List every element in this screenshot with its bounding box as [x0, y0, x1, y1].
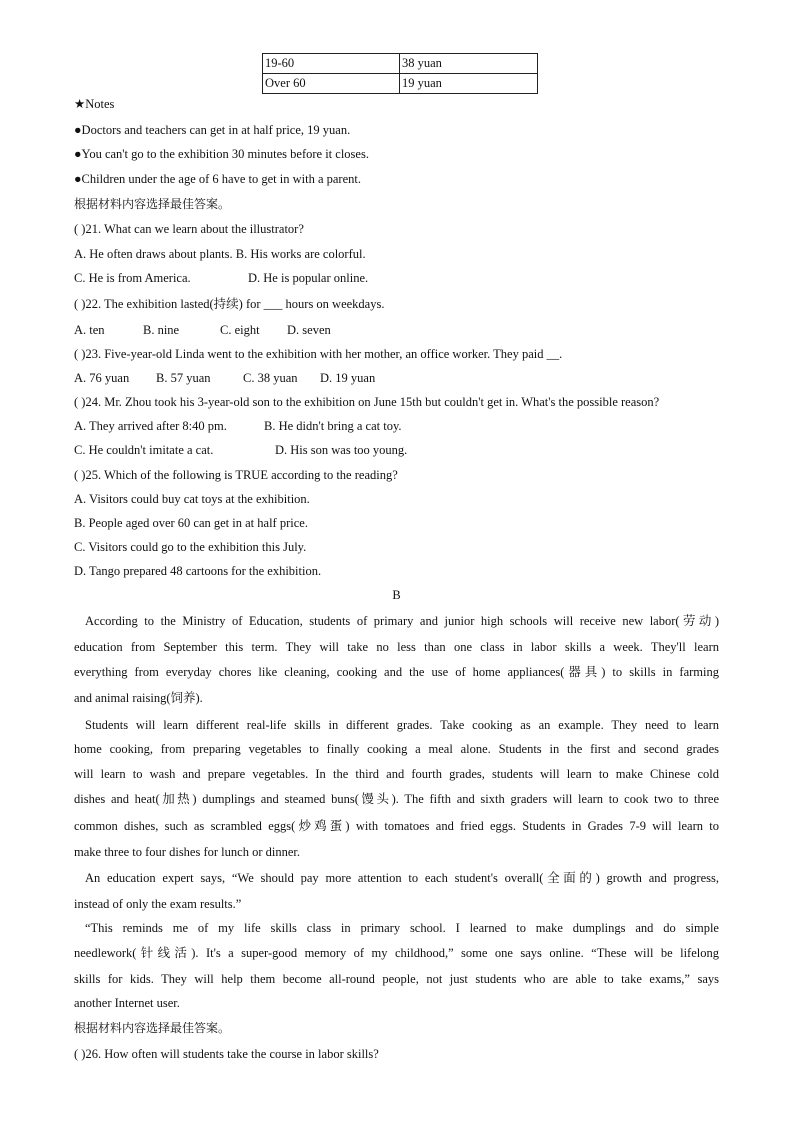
passage-line: needlework(针线活). It's a super-good memory of my childhood,” some one says online. “These will be lifelong — [74, 946, 719, 960]
passage-line: An education expert says, “We should pay more attention to each student's overall(全面的) growth and progress, — [85, 871, 719, 885]
note-item: ●You can't go to the exhibition 30 minutes before it closes. — [74, 147, 369, 161]
table-cell-age: 19-60 — [263, 54, 400, 74]
passage-line: home cooking, from preparing vegetables to finally cooking a meal alone. Students in the first and second grades — [74, 742, 719, 756]
option-c: C. Visitors could go to the exhibition this July. — [74, 540, 307, 554]
table-row — [263, 54, 538, 74]
question-24-options-cd — [74, 442, 407, 458]
question-26: ( )26. How often will students take the course in labor skills? — [74, 1047, 379, 1061]
passage-line: will learn to wash and prepare vegetables. In the third and fourth grades, students will learn to make Chinese cold — [74, 767, 719, 781]
option-d: D. His son was too young. — [275, 443, 408, 457]
passage-line: make three to four dishes for lunch or dinner. — [74, 845, 300, 859]
table-cell-price: 38 yuan — [400, 54, 538, 74]
option-d: D. 19 yuan — [320, 371, 376, 385]
passage-line: According to the Ministry of Education, students of primary and junior high schools will receive new labor(劳动) — [85, 614, 719, 628]
option-c: C. He is from America. — [74, 271, 191, 285]
option-b: B. People aged over 60 can get in at half price. — [74, 516, 308, 530]
option-d: D. seven — [287, 323, 331, 337]
option-a: A. ten — [74, 323, 105, 337]
option-a: A. Visitors could buy cat toys at the exhibition. — [74, 492, 310, 506]
question-21: ( )21. What can we learn about the illustrator? — [74, 222, 304, 236]
question-22-options — [74, 322, 331, 338]
question-23: ( )23. Five-year-old Linda went to the exhibition with her mother, an office worker. They paid __. — [74, 347, 563, 361]
option-c: C. 38 yuan — [243, 371, 298, 385]
option-b: B. 57 yuan — [156, 371, 211, 385]
question-24-options-ab — [74, 418, 402, 434]
question-23-options — [74, 370, 375, 386]
table-row — [263, 74, 538, 94]
note-item: ●Doctors and teachers can get in at half price, 19 yuan. — [74, 123, 351, 137]
table-cell-age: Over 60 — [263, 74, 400, 94]
notes-heading: ★Notes — [74, 97, 115, 111]
option-c: C. He couldn't imitate a cat. — [74, 443, 214, 457]
passage-line: “This reminds me of my life skills class in primary school. I learned to make dumplings and do simple — [85, 921, 719, 935]
option-d: D. Tango prepared 48 cartoons for the exhibition. — [74, 564, 322, 578]
passage-line: everything from everyday chores like cleaning, cooking and the use of home appliances(器具) to skills in farming — [74, 665, 719, 679]
section-letter: B — [392, 588, 401, 602]
option-b: B. He didn't bring a cat toy. — [264, 419, 402, 433]
price-table — [262, 53, 538, 94]
option-a: A. They arrived after 8:40 pm. — [74, 419, 227, 433]
passage-line: education from September this term. They will take no less than one class in labor skills a week. They'll learn — [74, 640, 719, 654]
option-b: B. nine — [143, 323, 180, 337]
passage-line: instead of only the exam results.” — [74, 897, 242, 911]
passage-line: skills for kids. They will help them become all-round people, not just students who are able to take exams,” says — [74, 972, 719, 986]
option-a: A. 76 yuan — [74, 371, 130, 385]
note-item: ●Children under the age of 6 have to get in with a parent. — [74, 172, 361, 186]
table-cell-price: 19 yuan — [400, 74, 538, 94]
instruction: 根据材料内容选择最佳答案。 — [74, 1021, 231, 1035]
passage-line: Students will learn different real-life skills in different grades. Take cooking as an example. They need to learn — [85, 718, 719, 732]
question-21-options-cd — [74, 270, 368, 286]
instruction: 根据材料内容选择最佳答案。 — [74, 197, 231, 211]
question-24: ( )24. Mr. Zhou took his 3-year-old son to the exhibition on June 15th but couldn't get in. What's the possible reason? — [74, 395, 660, 409]
question-22: ( )22. The exhibition lasted(持续) for ___ hours on weekdays. — [74, 297, 385, 311]
passage-line: dishes and heat(加热) dumplings and steamed buns(馒头). The fifth and sixth graders will learn to cook two to three — [74, 792, 719, 806]
option-d: D. He is popular online. — [248, 271, 369, 285]
question-21-options-ab: A. He often draws about plants. B. His works are colorful. — [74, 247, 366, 261]
question-25: ( )25. Which of the following is TRUE according to the reading? — [74, 468, 398, 482]
passage-line: common dishes, such as scrambled eggs(炒鸡蛋) with tomatoes and fried eggs. Students in Grades 7-9 will learn to — [74, 819, 719, 833]
passage-line: and animal raising(饲养). — [74, 691, 203, 705]
option-c: C. eight — [220, 323, 260, 337]
passage-line: another Internet user. — [74, 996, 180, 1010]
